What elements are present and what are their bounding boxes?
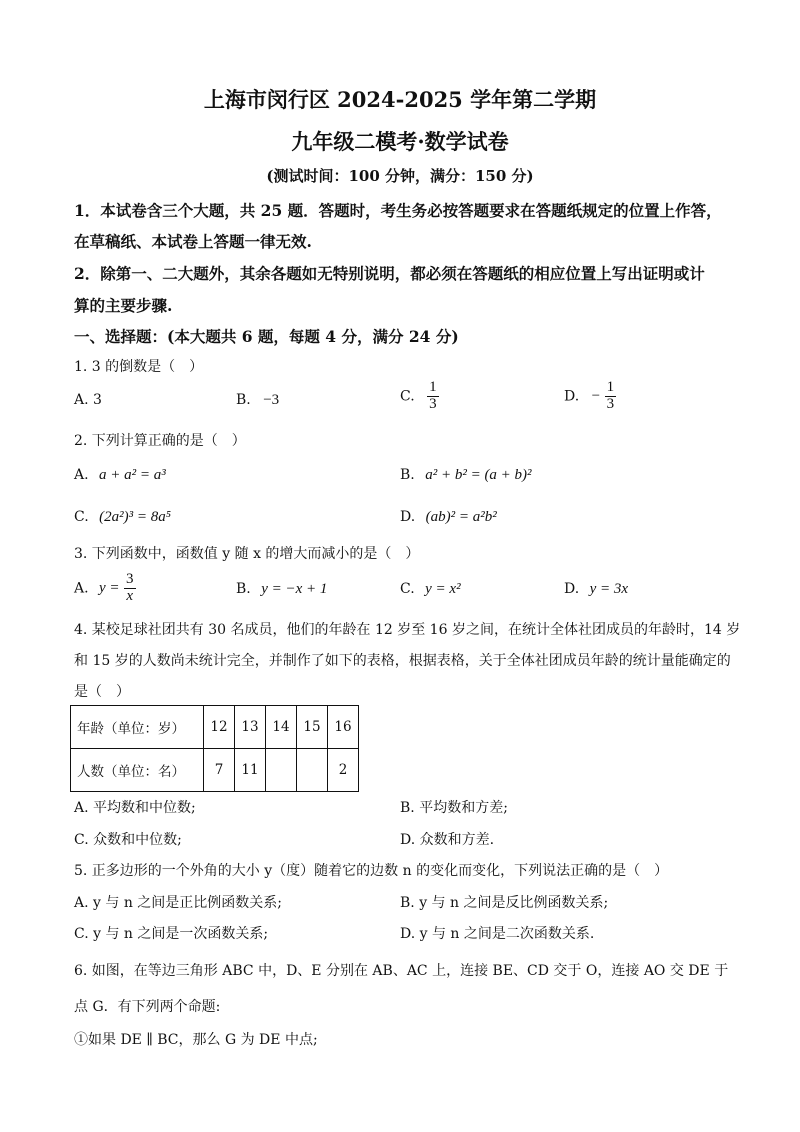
age-table-header-age: 年龄（单位：岁）	[71, 706, 204, 749]
q2-option-d-label: D.	[400, 509, 416, 525]
q4-option-b: B. 平均数和方差;	[400, 800, 508, 816]
q3-option-c-label: C.	[400, 581, 415, 597]
q3-option-b	[236, 581, 327, 598]
age-cell: 12	[204, 706, 235, 749]
q3-stem: 3. 下列函数中，函数值 y 随 x 的增大而减小的是（ ）	[74, 546, 420, 562]
count-cell: 11	[235, 749, 266, 792]
q2-option-d-expr: (ab)² = a²b²	[425, 509, 497, 525]
q5-option-a: A. y 与 n 之间是正比例函数关系;	[74, 895, 283, 911]
count-cell	[297, 749, 328, 792]
q1-option-b-label: B.	[236, 392, 251, 408]
q2-option-c-expr: (2a²)³ = 8a⁵	[99, 509, 171, 525]
age-table-row-ages	[71, 706, 359, 749]
q1-option-d-denominator: 3	[606, 395, 615, 412]
q6-stem-line-1: 6. 如图，在等边三角形 ABC 中，D、E 分别在 AB、AC 上，连接 BE、CD 交于 O，连接 AO 交 DE 于	[74, 963, 729, 979]
q6-stem-line-2: 点 G．有下列两个命题:	[74, 999, 221, 1015]
q4-option-c: C. 众数和中位数;	[74, 832, 182, 848]
q2-option-c-label: C.	[74, 509, 89, 525]
q3-option-a	[74, 572, 136, 605]
q3-option-a-label: A.	[74, 580, 89, 597]
q2-option-a-label: A.	[74, 467, 89, 483]
q1-option-d-numerator: 1	[606, 379, 615, 395]
q1-option-d-fraction	[605, 380, 617, 413]
q2-option-b-expr: a² + b² = (a + b)²	[425, 467, 532, 483]
q2-option-a-expr: a + a² = a³	[99, 467, 166, 483]
q1-option-c-fraction	[427, 380, 439, 413]
q1-option-d	[564, 380, 616, 413]
q5-option-c: C. y 与 n 之间是一次函数关系;	[74, 926, 269, 942]
q5-option-b: B. y 与 n 之间是反比例函数关系;	[400, 895, 609, 911]
exam-title: 上海市闵行区 2024-2025 学年第二学期	[203, 87, 597, 112]
note-1-line-1: 1．本试卷含三个大题，共 25 题．答题时，考生务必按答题要求在答题纸规定的位置上作答，	[74, 201, 722, 220]
q4-stem-line-1: 4. 某校足球社团共有 30 名成员，他们的年龄在 12 岁至 16 岁之间，在统计全体社团成员的年龄时，14 岁	[74, 622, 741, 638]
count-cell: 2	[328, 749, 359, 792]
q5-option-d: D. y 与 n 之间是二次函数关系.	[400, 926, 595, 942]
q2-option-b-label: B.	[400, 467, 415, 483]
q3-option-d-label: D.	[564, 581, 580, 597]
q2-option-a	[74, 467, 166, 484]
age-table-header-count: 人数（单位：名）	[71, 749, 204, 792]
q2-option-c	[74, 509, 171, 526]
q3-option-b-label: B.	[236, 581, 251, 597]
q3-option-d-expr: y = 3x	[589, 581, 629, 597]
age-cell: 14	[266, 706, 297, 749]
q5-stem: 5. 正多边形的一个外角的大小 y（度）随着它的边数 n 的变化而变化，下列说法正确的是（ ）	[74, 863, 669, 879]
count-cell	[266, 749, 297, 792]
q3-option-a-fraction	[124, 572, 136, 605]
age-cell: 15	[297, 706, 328, 749]
age-table	[70, 705, 359, 792]
exam-time-note: (测试时间：100 分钟，满分：150 分)	[266, 167, 534, 185]
age-cell: 16	[328, 706, 359, 749]
q4-option-d: D. 众数和方差.	[400, 832, 495, 848]
q1-option-c-numerator: 1	[429, 379, 437, 395]
q1-option-b	[236, 392, 279, 409]
age-cell: 13	[235, 706, 266, 749]
q3-option-a-lhs: y =	[99, 580, 120, 597]
note-2-line-2: 算的主要步骤.	[74, 296, 173, 315]
section-1-heading: 一、选择题：(本大题共 6 题，每题 4 分，满分 24 分)	[74, 327, 459, 346]
q6-stem-line-3: ①如果 DE ∥ BC，那么 G 为 DE 中点;	[74, 1032, 318, 1048]
q3-option-d	[564, 581, 628, 598]
count-cell: 7	[204, 749, 235, 792]
q1-option-d-label: D.	[564, 388, 580, 405]
q4-option-a: A. 平均数和中位数;	[74, 800, 196, 816]
age-table-row-counts	[71, 749, 359, 792]
q3-option-a-numerator: 3	[126, 571, 134, 587]
q4-stem-line-3: 是（ ）	[74, 684, 130, 700]
q2-stem: 2. 下列计算正确的是（ ）	[74, 433, 246, 449]
exam-subtitle: 九年级二模考·数学试卷	[291, 129, 509, 154]
q3-option-b-expr: y = −x + 1	[261, 581, 328, 597]
q3-option-a-denominator: x	[126, 587, 134, 604]
note-1-line-2: 在草稿纸、本试卷上答题一律无效.	[74, 232, 312, 251]
q2-option-d	[400, 509, 497, 526]
q3-option-c-expr: y = x²	[425, 581, 461, 597]
q1-option-b-value: −3	[263, 392, 280, 408]
q1-option-a: A. 3	[74, 392, 102, 408]
q1-stem: 1. 3 的倒数是（ ）	[74, 359, 204, 375]
q2-option-b	[400, 467, 532, 484]
q1-option-d-sign: −	[591, 388, 601, 405]
q3-option-c	[400, 581, 461, 598]
q1-option-c-denominator: 3	[429, 395, 437, 412]
q1-option-c	[400, 380, 439, 413]
q4-stem-line-2: 和 15 岁的人数尚未统计完全，并制作了如下的表格，根据表格，关于全体社团成员年龄的统计量能确定的	[74, 653, 731, 669]
q1-option-c-label: C.	[400, 388, 415, 405]
note-2-line-1: 2．除第一、二大题外，其余各题如无特别说明，都必须在答题纸的相应位置上写出证明或计	[74, 264, 705, 283]
